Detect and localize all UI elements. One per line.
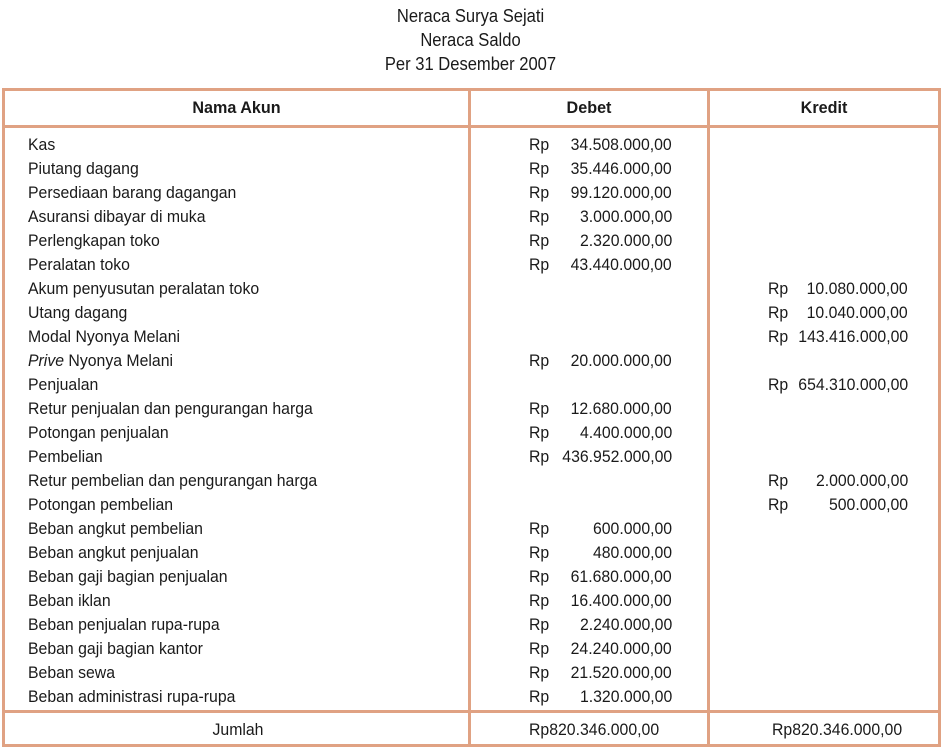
- trial-balance-table: [2, 88, 941, 747]
- table-row: [5, 397, 938, 421]
- credit-amount: 10.080.000,00: [806, 279, 908, 298]
- debit-amount: 2.320.000,00: [579, 231, 672, 250]
- account-name: [28, 253, 130, 277]
- account-name-text: Akum penyusutan peralatan toko: [28, 279, 260, 298]
- table-row: [5, 181, 938, 205]
- debit-amount: 35.446.000,00: [570, 159, 672, 178]
- account-name: [28, 613, 220, 637]
- table-row: [5, 493, 938, 517]
- account-name-text: Beban angkut pembelian: [28, 519, 203, 538]
- account-name-text: Piutang dagang: [28, 159, 139, 178]
- credit-currency: Rp: [768, 375, 789, 394]
- account-name-text: Perlengkapan toko: [28, 231, 160, 250]
- account-name-text: Peralatan toko: [28, 255, 130, 274]
- account-name-text: Asuransi dibayar di muka: [28, 207, 206, 226]
- total-divider: [5, 710, 938, 713]
- debit-currency: Rp: [529, 207, 550, 226]
- account-name: [28, 493, 173, 517]
- table-row: [5, 205, 938, 229]
- debit-amount: 2.240.000,00: [579, 615, 672, 634]
- account-name-text: Kas: [28, 135, 56, 154]
- debit-amount: 61.680.000,00: [570, 567, 672, 586]
- account-name-text: Potongan penjualan: [28, 423, 169, 442]
- table-row: [5, 421, 938, 445]
- account-name: [28, 469, 317, 493]
- debit-amount: 34.508.000,00: [570, 135, 672, 154]
- account-name-italic: Prive: [28, 351, 65, 370]
- table-row: [5, 613, 938, 637]
- account-name: [28, 445, 103, 469]
- report-name: Neraca Saldo: [420, 30, 521, 50]
- account-name: [28, 133, 55, 157]
- account-name-text: Nyonya Melani: [68, 351, 174, 370]
- debit-currency: Rp: [529, 591, 550, 610]
- account-name-text: Beban iklan: [28, 591, 111, 610]
- debit-currency: Rp: [529, 687, 550, 706]
- credit-amount: 143.416.000,00: [798, 327, 908, 346]
- credit-currency: Rp: [768, 495, 789, 514]
- credit-amount: 500.000,00: [828, 495, 908, 514]
- debit-amount: 1.320.000,00: [579, 687, 672, 706]
- table-row: [5, 541, 938, 565]
- table-row: [5, 661, 938, 685]
- account-name-text: Beban sewa: [28, 663, 116, 682]
- debit-currency: Rp: [529, 255, 550, 274]
- debit-amount: 3.000.000,00: [579, 207, 672, 226]
- table-row: [5, 589, 938, 613]
- debit-currency: Rp: [529, 399, 550, 418]
- report-period: Per 31 Desember 2007: [384, 54, 557, 74]
- debit-currency: Rp: [529, 447, 550, 466]
- account-name: [28, 373, 98, 397]
- debit-amount: 43.440.000,00: [570, 255, 672, 274]
- debit-amount: 436.952.000,00: [562, 447, 672, 466]
- total-credit: Rp820.346.000,00: [772, 720, 903, 739]
- header-divider: [5, 125, 938, 128]
- column-header-debit: Debet: [566, 98, 612, 117]
- debit-amount: 99.120.000,00: [570, 183, 672, 202]
- account-name-text: Beban administrasi rupa-rupa: [28, 687, 236, 706]
- total-debit: Rp820.346.000,00: [529, 720, 660, 739]
- account-name-text: Retur pembelian dan pengurangan harga: [28, 471, 318, 490]
- table-row: [5, 445, 938, 469]
- account-name-text: Potongan pembelian: [28, 495, 174, 514]
- total-row: [5, 716, 938, 744]
- debit-currency: Rp: [529, 183, 550, 202]
- account-name-text: Beban gaji bagian kantor: [28, 639, 203, 658]
- account-name-text: Penjualan: [28, 375, 99, 394]
- account-name-text: Persediaan barang dagangan: [28, 183, 237, 202]
- report-title-block: [38, 4, 904, 76]
- debit-amount: 600.000,00: [592, 519, 672, 538]
- table-row: [5, 469, 938, 493]
- debit-amount: 20.000.000,00: [570, 351, 672, 370]
- table-row: [5, 373, 938, 397]
- account-name: [28, 205, 206, 229]
- column-header-account: Nama Akun: [192, 98, 281, 117]
- account-name-text: Beban gaji bagian penjualan: [28, 567, 228, 586]
- account-name-text: Beban angkut penjualan: [28, 543, 199, 562]
- credit-currency: Rp: [768, 303, 789, 322]
- debit-currency: Rp: [529, 519, 550, 538]
- total-label: Jumlah: [212, 720, 264, 739]
- debit-currency: Rp: [529, 231, 550, 250]
- table-row: [5, 325, 938, 349]
- account-name: [28, 181, 236, 205]
- account-name: [28, 637, 203, 661]
- account-name-text: Utang dagang: [28, 303, 128, 322]
- debit-currency: Rp: [529, 543, 550, 562]
- debit-amount: 12.680.000,00: [570, 399, 672, 418]
- column-header-credit: Kredit: [800, 98, 848, 117]
- credit-amount: 2.000.000,00: [815, 471, 908, 490]
- account-name: [28, 685, 235, 709]
- table-row: [5, 229, 938, 253]
- account-name: [28, 157, 139, 181]
- table-row: [5, 277, 938, 301]
- debit-currency: Rp: [529, 663, 550, 682]
- debit-currency: Rp: [529, 567, 550, 586]
- account-name-text: Modal Nyonya Melani: [28, 327, 181, 346]
- company-name: Neraca Surya Sejati: [396, 6, 545, 26]
- debit-currency: Rp: [529, 135, 550, 154]
- credit-amount: 654.310.000,00: [798, 375, 908, 394]
- account-name: [28, 517, 203, 541]
- table-row: [5, 565, 938, 589]
- account-name: [28, 229, 160, 253]
- debit-currency: Rp: [529, 351, 550, 370]
- debit-amount: 21.520.000,00: [570, 663, 672, 682]
- account-name: [28, 325, 180, 349]
- credit-currency: Rp: [768, 471, 789, 490]
- table-row: [5, 157, 938, 181]
- table-row: [5, 685, 938, 709]
- table-row: [5, 301, 938, 325]
- account-name-text: Pembelian: [28, 447, 103, 466]
- account-name-text: Beban penjualan rupa-rupa: [28, 615, 220, 634]
- account-name-text: Retur penjualan dan pengurangan harga: [28, 399, 313, 418]
- debit-amount: 24.240.000,00: [570, 639, 672, 658]
- credit-amount: 10.040.000,00: [806, 303, 908, 322]
- account-name: [28, 541, 199, 565]
- account-name: [28, 565, 228, 589]
- table-row: [5, 349, 938, 373]
- debit-currency: Rp: [529, 423, 550, 442]
- debit-currency: Rp: [529, 615, 550, 634]
- account-name: [28, 301, 127, 325]
- table-row: [5, 133, 938, 157]
- debit-amount: 480.000,00: [592, 543, 672, 562]
- account-name: [28, 589, 111, 613]
- table-row: [5, 637, 938, 661]
- credit-currency: Rp: [768, 327, 789, 346]
- account-name: [28, 421, 169, 445]
- account-name: [28, 397, 313, 421]
- account-name: [28, 661, 115, 685]
- table-row: [5, 253, 938, 277]
- debit-currency: Rp: [529, 639, 550, 658]
- credit-currency: Rp: [768, 279, 789, 298]
- debit-amount: 16.400.000,00: [570, 591, 672, 610]
- account-name: [28, 349, 173, 373]
- debit-currency: Rp: [529, 159, 550, 178]
- table-row: [5, 517, 938, 541]
- debit-amount: 4.400.000,00: [579, 423, 672, 442]
- account-name: [28, 277, 259, 301]
